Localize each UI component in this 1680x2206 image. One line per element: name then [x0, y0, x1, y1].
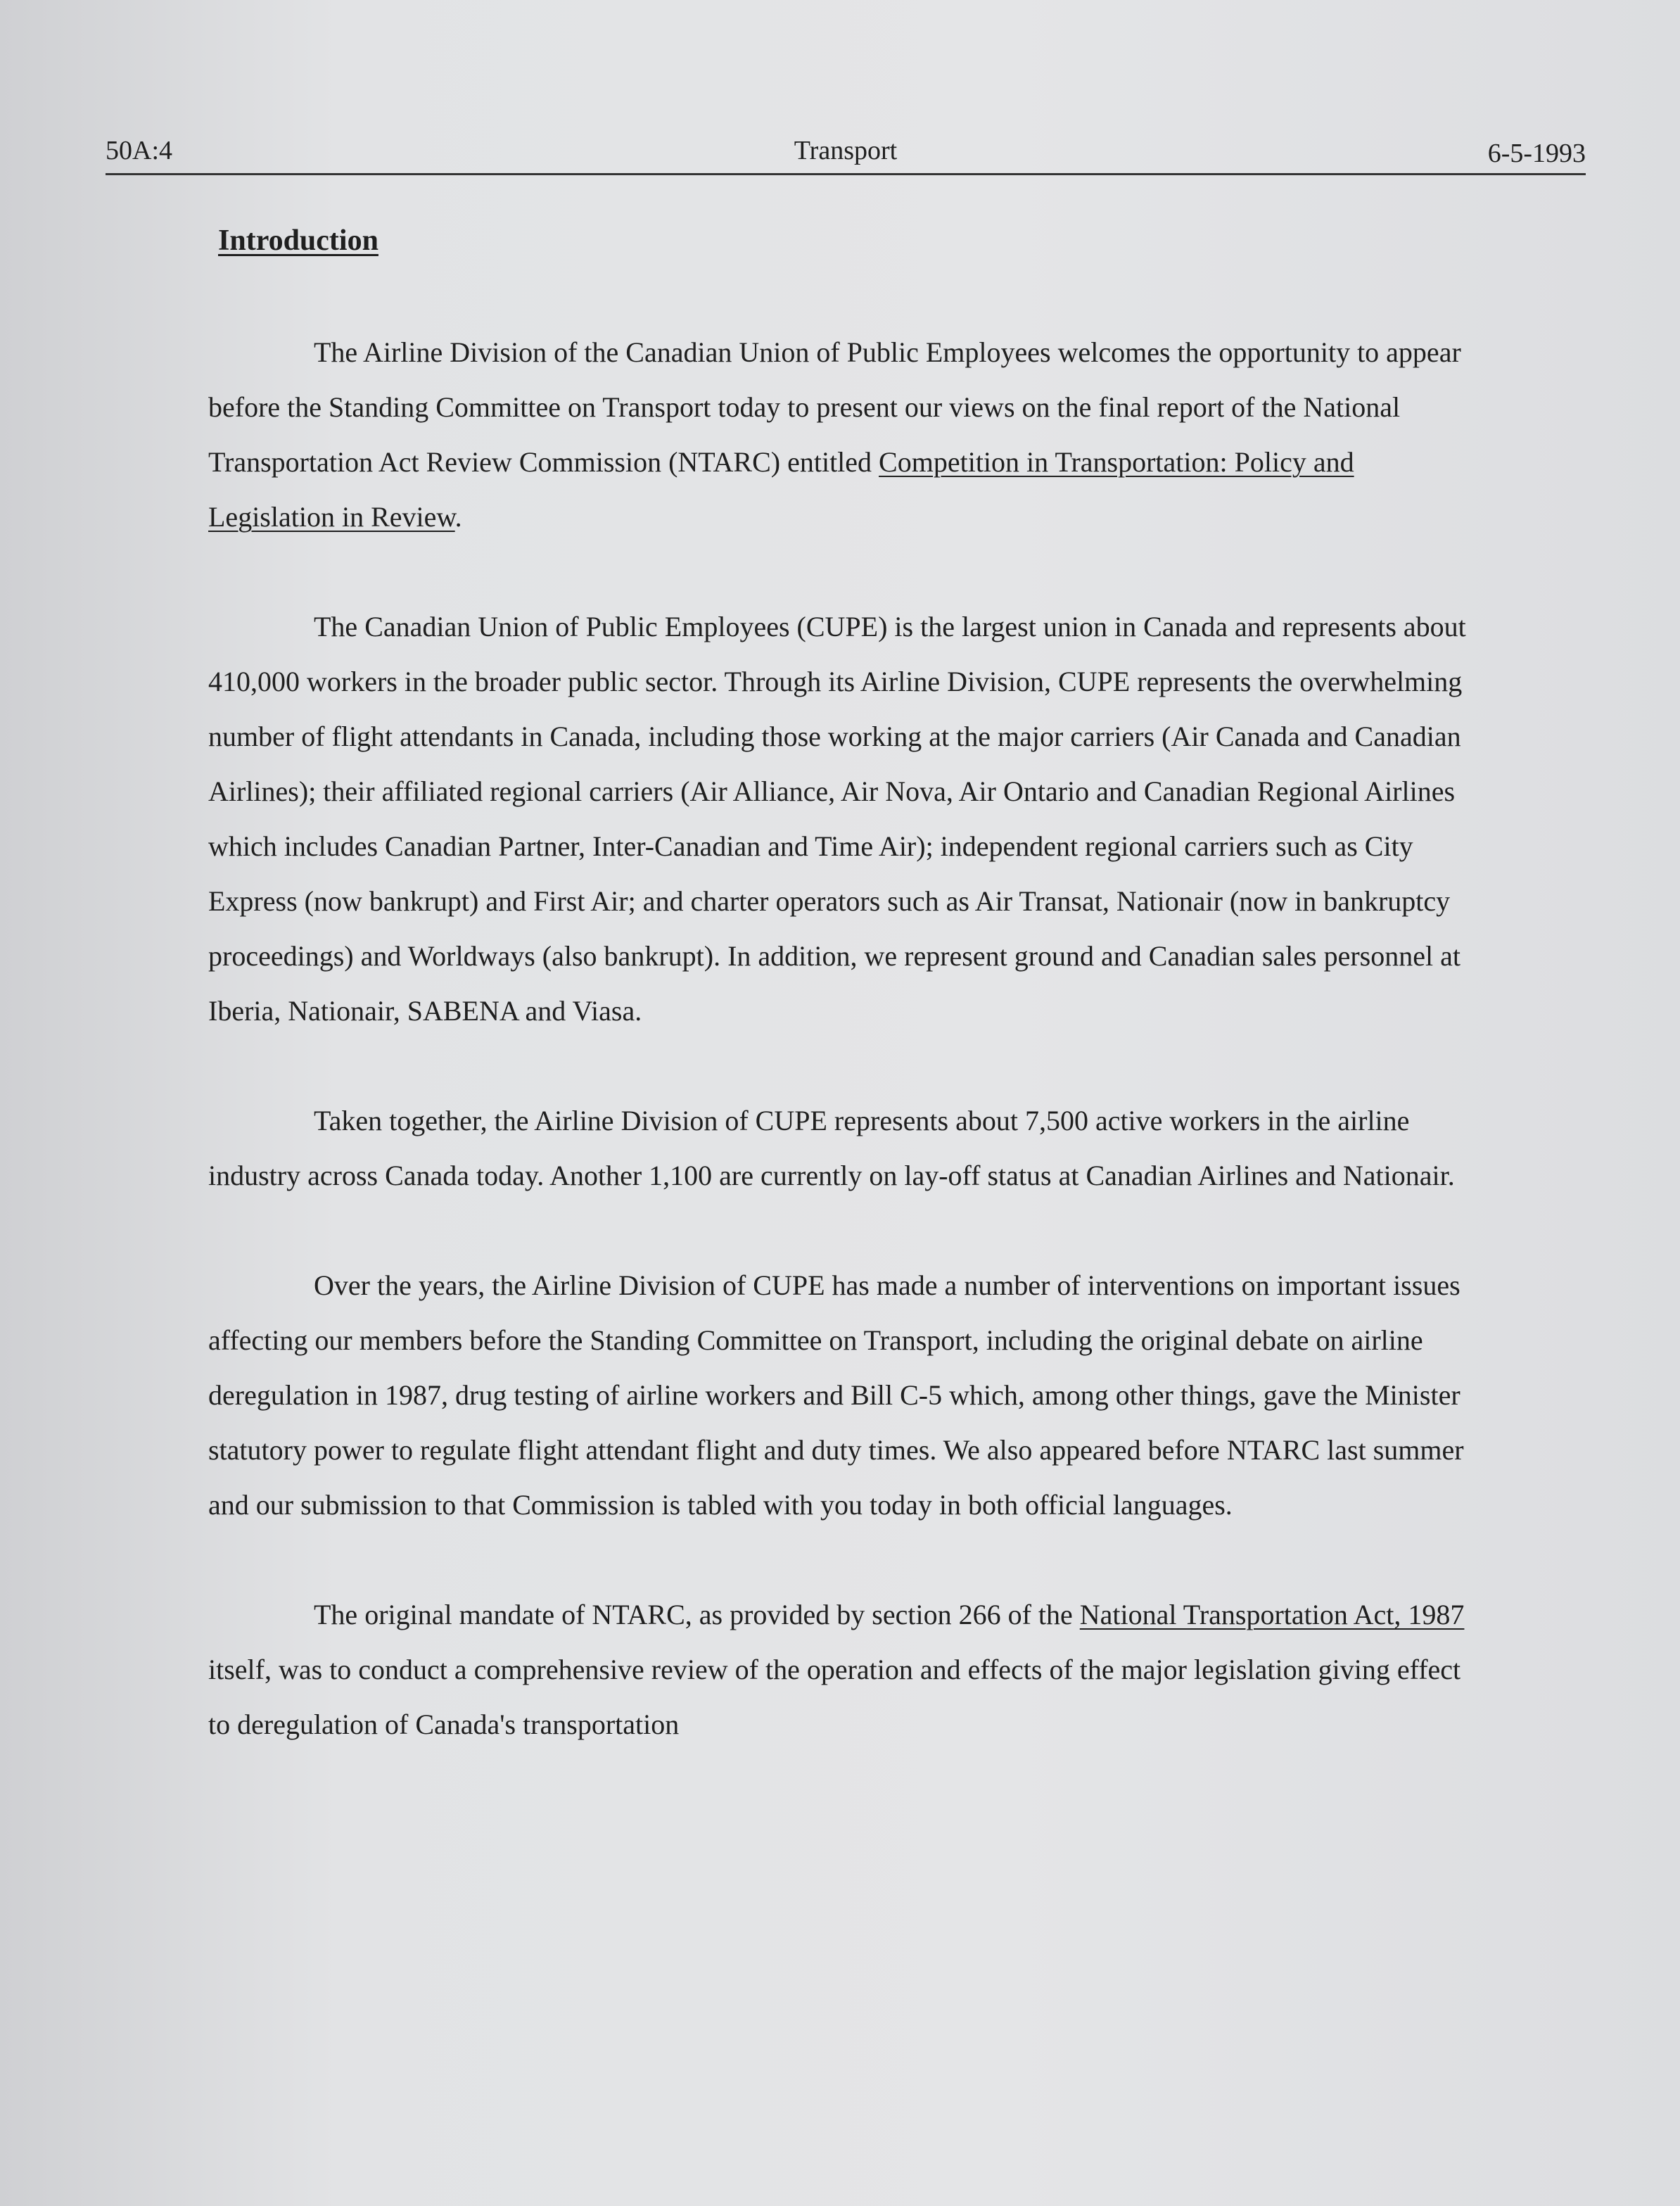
paragraph-1: [208, 325, 1475, 545]
paragraph-1-end: .: [454, 501, 462, 533]
paragraph-4: Over the years, the Airline Division of CUPE has made a number of interventions on important issues affecting our members before the Standing Committee on Transport, including the original debate on airline deregulation in 1987, drug testing of airline workers and Bill C-5 which, among other things, gave the Minister statutory power to regulate flight attendant flight and duty times. We also appeared before NTARC last summer and our submission to that Commission is tabled with you today in both official languages.: [208, 1269, 1464, 1521]
page-reference: 50A:4: [106, 136, 172, 165]
paragraph-5: [208, 1587, 1475, 1752]
section-heading: Introduction: [218, 224, 378, 257]
act-title: National Transportation Act, 1987: [1079, 1599, 1465, 1630]
header-title: Transport: [794, 136, 898, 165]
report-title: Competition in Transportation: Policy and Legislation in Review: [208, 446, 1354, 533]
paragraph-3: Taken together, the Airline Division of CUPE represents about 7,500 active workers in the airline industry across Canada today. Another 1,100 are currently on lay-off status at Canadian Airlines and Nationair.: [208, 1105, 1455, 1191]
paragraph-5-text: The original mandate of NTARC, as provided by section 266 of the: [314, 1599, 1080, 1630]
body-text: [208, 325, 1475, 1807]
paragraph-5-end: itself, was to conduct a comprehensive review of the operation and effects of the major legislation giving effect to deregulation of Canada's transportation: [208, 1654, 1461, 1740]
header-date: 6-5-1993: [1487, 139, 1586, 168]
paragraph-1-text: The Airline Division of the Canadian Union of Public Employees welcomes the opportunity to appear before the Standing Committee on Transport today to present our views on the final report of the National Transportation Act Review Commission (NTARC) entitled: [208, 336, 1461, 478]
paragraph-2: The Canadian Union of Public Employees (CUPE) is the largest union in Canada and represents about 410,000 workers in the broader public sector. Through its Airline Division, CUPE represents the overwhelming number of flight attendants in Canada, including those working at the major carriers (Air Canada and Canadian Airlines); their affiliated regional carriers (Air Alliance, Air Nova, Air Ontario and Canadian Regional Airlines which includes Canadian Partner, Inter-Canadian and Time Air); independent regional carriers such as City Express (now bankrupt) and First Air; and charter operators such as Air Transat, Nationair (now in bankruptcy proceedings) and Worldways (also bankrupt). In addition, we represent ground and Canadian sales personnel at Iberia, Nationair, SABENA and Viasa.: [208, 611, 1466, 1027]
running-header: [106, 131, 1586, 175]
